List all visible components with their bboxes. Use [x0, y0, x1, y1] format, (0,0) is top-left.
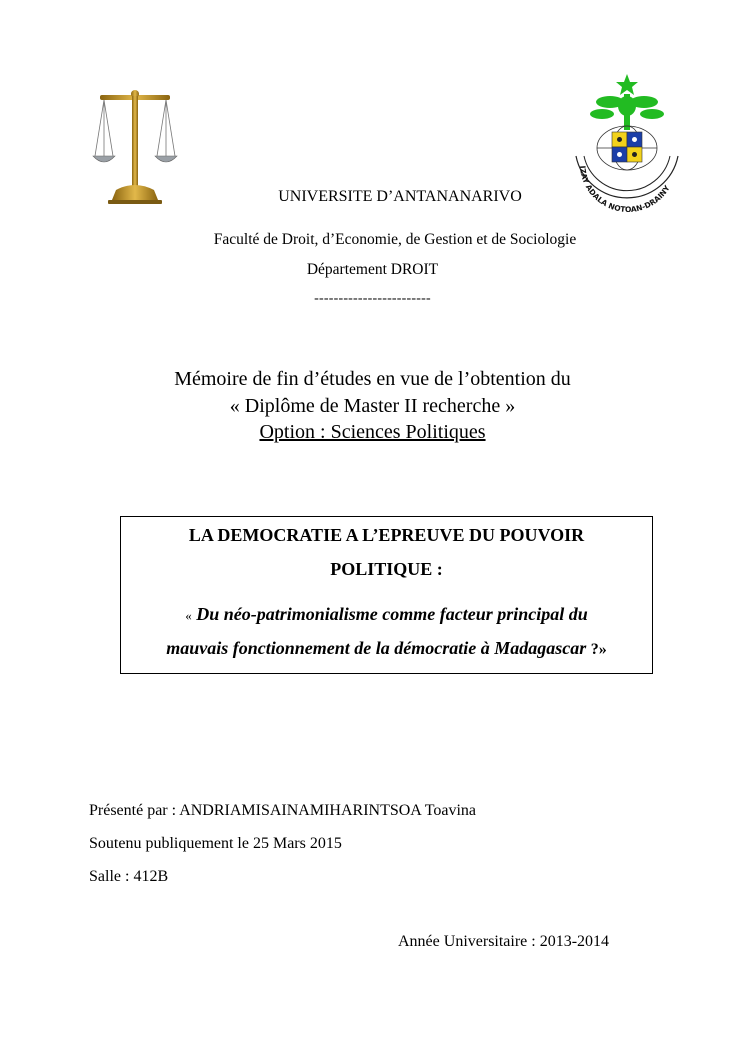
academic-year: Année Universitaire : 2013-2014	[398, 933, 610, 950]
option-name: Option : Sciences Politiques	[259, 421, 486, 443]
subtitle-text-2: mauvais fonctionnement de la démocratie à Madagascar	[166, 638, 587, 658]
title-box	[120, 516, 653, 674]
faculty-name: Faculté de Droit, d’Economie, de Gestion et de Sociologie	[213, 231, 577, 248]
subtitle-line-2	[121, 638, 652, 659]
separator-line: ------------------------	[314, 291, 431, 306]
subtitle-close: ?»	[590, 641, 607, 658]
thesis-purpose: Mémoire de fin d’études en vue de l’obtention du	[174, 368, 571, 390]
diploma-name: « Diplôme de Master II recherche »	[229, 395, 516, 417]
crest-motto: IZAY ADALA NOTOAN-DRAINY	[578, 165, 672, 212]
presented-by: Présenté par : ANDRIAMISAINAMIHARINTSOA Toavina	[89, 802, 476, 819]
room-number: Salle : 412B	[89, 868, 169, 885]
subtitle-line-1	[121, 604, 652, 625]
subtitle-text-1: Du néo-patrimonialisme comme facteur principal du	[196, 604, 588, 624]
defense-date: Soutenu publiquement le 25 Mars 2015	[89, 835, 342, 852]
subtitle-open-quote: «	[185, 608, 192, 623]
title-line-1: LA DEMOCRATIE A L’EPREUVE DU POUVOIR	[188, 525, 585, 545]
university-name: UNIVERSITE D’ANTANANARIVO	[278, 188, 522, 205]
title-line-2: POLITIQUE :	[330, 559, 443, 579]
department-name: Département DROIT	[306, 261, 439, 278]
